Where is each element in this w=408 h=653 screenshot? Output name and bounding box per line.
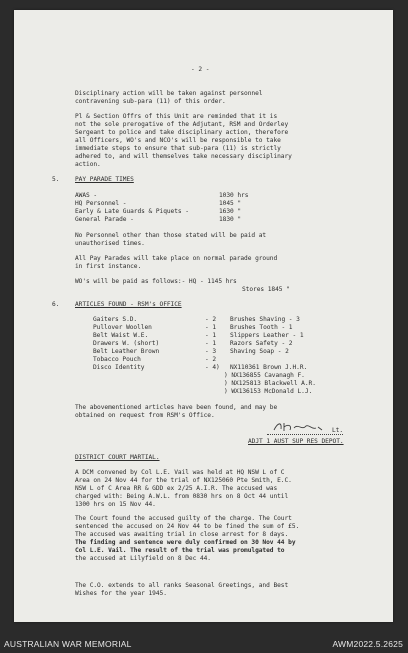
page-number: - 2 - — [191, 66, 210, 73]
identity-disc: ) NX136855 Cavanagh F. — [224, 372, 305, 379]
signature-rank: Lt. — [332, 427, 344, 434]
footer-accession-number: AWM2022.5.2625 — [332, 639, 403, 649]
pay-time-value: 1830 " — [219, 216, 242, 223]
text-line: adhered to, and will themselves take necessary disciplinary — [75, 153, 292, 160]
handwritten-signature — [272, 419, 332, 435]
text-line: The C.O. extends to all ranks Seasonal Greetings, and Best — [75, 582, 289, 589]
article-item: Gaiters S.D. — [93, 316, 138, 323]
text-line: The accused was awaiting trial in close arrest for 8 days. — [75, 531, 289, 538]
text-line: not the sole prerogative of the Adjutant, RSM and Orderley — [75, 121, 289, 128]
text-line: Col L.E. Vail. The result of the trial was promulgated to — [75, 547, 285, 554]
footer-source: AUSTRALIAN WAR MEMORIAL — [4, 639, 132, 649]
text-line: action. — [75, 161, 101, 168]
text-line: A DCM convened by Col L.E. Vail was held at HQ NSW L of C — [75, 469, 285, 476]
article-item: Drawers W. (short) — [93, 340, 160, 347]
text-line: The abovementioned articles have been found, and may be — [75, 404, 278, 411]
pay-time-label: General Parade - — [75, 216, 134, 223]
section-number: 5. — [52, 176, 60, 183]
signature-title: ADJT 1 AUST SUP RES DEPOT. — [248, 438, 344, 445]
court-martial-heading: DISTRICT COURT MARTIAL. — [75, 454, 160, 461]
footer-bar — [0, 636, 408, 653]
article-item: Belt Waist W.E. — [93, 332, 149, 339]
article-item: Slippers Leather - 1 — [230, 332, 304, 339]
text-line: Pl & Section Offrs of this Unit are reminded that it is — [75, 113, 278, 120]
article-qty: - 1 — [205, 324, 217, 331]
text-line: unauthorised times. — [75, 240, 145, 247]
text-line: Sergeant to police and take disciplinary action, therefore — [75, 129, 289, 136]
identity-disc: ) NX125813 Blackwell A.R. — [224, 380, 316, 387]
text-line: WO's will be paid as follows:- HQ - 1145 hrs — [75, 278, 237, 285]
article-qty: - 2 — [205, 316, 217, 323]
article-item: Pullover Woollen — [93, 324, 152, 331]
text-line: Area on 24 Nov 44 for the trial of NX125060 Pte Smith, E.C. — [75, 477, 292, 484]
article-qty: - 4) — [205, 364, 220, 371]
section-heading: ARTICLES FOUND - RSM's OFFICE — [75, 301, 182, 308]
identity-disc: NX110361 Brown J.H.R. — [230, 364, 308, 371]
text-line: 1300 hrs on 15 Nov 44. — [75, 501, 156, 508]
pay-time-value: 1030 hrs — [219, 192, 249, 199]
text-line: contravening sub-para (11) of this order. — [75, 98, 226, 105]
article-qty: - 3 — [205, 348, 217, 355]
pay-time-label: Early & Late Guards & Piquets - — [75, 208, 189, 215]
text-line: immediate steps to ensure that sub-para (11) is strictly — [75, 145, 281, 152]
text-line: Disciplinary action will be taken against personnel — [75, 90, 263, 97]
text-line: All Pay Parades will take place on normal parade ground — [75, 255, 278, 262]
pay-time-label: AWAS - — [75, 192, 98, 199]
article-item: Shaving Soap - 2 — [230, 348, 289, 355]
document-page — [14, 10, 393, 622]
article-item: Brushes Shaving - 3 — [230, 316, 300, 323]
article-item: Razors Safety - 2 — [230, 340, 293, 347]
text-line: charged with: Being A.W.L. from 0830 hrs on 8 Oct 44 until — [75, 493, 289, 500]
text-line: The Court found the accused guilty of the charge. The Court — [75, 515, 292, 522]
text-line: The finding and sentence were duly confirmed on 30 Nov 44 by — [75, 539, 296, 546]
section-number: 6. — [52, 301, 60, 308]
text-line: in first instance. — [75, 263, 142, 270]
text-line: Stores 1845 " — [242, 286, 290, 293]
article-qty: - 1 — [205, 340, 217, 347]
pay-time-label: HQ Personnel - — [75, 200, 127, 207]
article-item: Tobacco Pouch — [93, 356, 141, 363]
text-line: all Officers, WO's and NCO's will be responsible to take — [75, 137, 281, 144]
section-heading: PAY PARADE TIMES — [75, 176, 134, 183]
article-item: Belt Leather Brown — [93, 348, 160, 355]
article-item: Brushes Tooth - 1 — [230, 324, 293, 331]
article-item: Disco Identity — [93, 364, 145, 371]
text-line: NSW L of C Area RR & GDD ex 2/25 A.I.R. The accused was — [75, 485, 278, 492]
text-line: the accused at Lilyfield on 8 Dec 44. — [75, 555, 211, 562]
pay-time-value: 1045 " — [219, 200, 242, 207]
article-qty: - 1 — [205, 332, 217, 339]
identity-disc: ) WX136153 McDonald L.J. — [224, 388, 313, 395]
text-line: Wishes for the year 1945. — [75, 590, 167, 597]
text-line: sentenced the accused on 24 Nov 44 to be fined the sum of £5. — [75, 523, 300, 530]
pay-time-value: 1630 " — [219, 208, 242, 215]
article-qty: - 2 — [205, 356, 217, 363]
text-line: No Personnel other than those stated will be paid at — [75, 232, 267, 239]
text-line: obtained on request from RSM's Office. — [75, 412, 215, 419]
